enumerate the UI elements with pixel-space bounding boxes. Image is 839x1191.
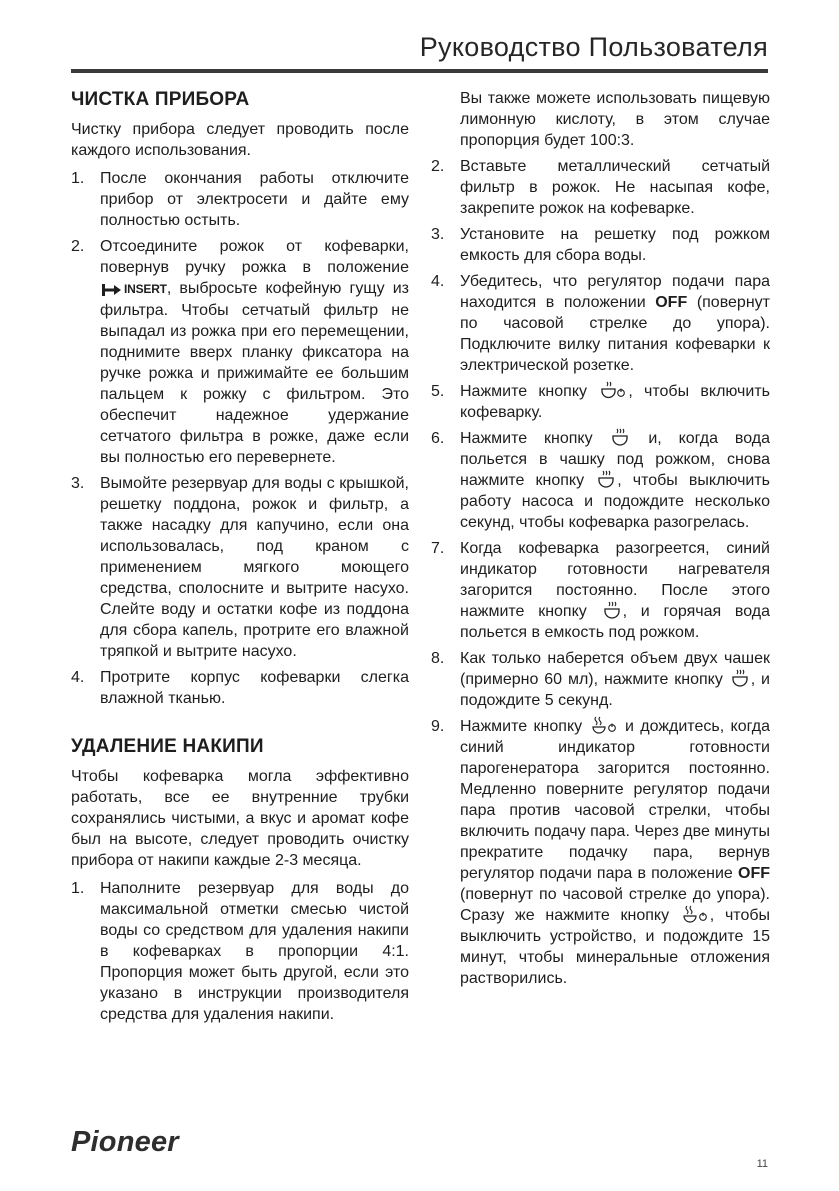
step-text-part: Как только наберется объем двух чашек (примерно 60 мл), нажмите кнопку — [460, 650, 770, 688]
steam-power-icon — [591, 716, 617, 734]
step-text: После окончания работы отключите прибор от электросети и дайте ему полностью остыть. — [100, 170, 409, 229]
step-text — [460, 271, 770, 376]
off-label: OFF — [738, 865, 770, 882]
step-number: 7. — [431, 540, 445, 557]
step-text-part: (повернут по часовой стрелке до упора). Подключите вилку питания кофеварки к электрической розетке. — [460, 294, 770, 374]
step-number: 4. — [431, 273, 445, 290]
step-text-part: , и подождите 5 секунд. — [460, 671, 770, 709]
step-text: Вставьте металлический сетчатый фильтр в рожок. Не насыпая кофе, закрепите рожок на кофеварке. — [460, 158, 770, 217]
cleaning-intro: Чистку прибора следует проводить после каждого использования. — [71, 121, 409, 159]
page-number: 11 — [756, 1158, 768, 1170]
descaling-steps-list-right — [431, 156, 770, 989]
hot-water-cup-icon — [611, 428, 629, 446]
list-item — [431, 538, 770, 643]
step-number: 3. — [71, 475, 85, 492]
list-item — [431, 716, 770, 989]
list-item — [431, 428, 770, 533]
list-item — [431, 271, 770, 376]
step-text-part: Когда кофеварка разогреется, синий индикатор готовности нагревателя загорится постоянно. После этого нажмите кнопку — [460, 540, 770, 620]
list-item — [71, 878, 409, 1025]
step-number: 6. — [431, 430, 445, 447]
brand-logo: Pioneer — [71, 1126, 179, 1158]
section-heading-cleaning: ЧИСТКА ПРИБОРА — [71, 89, 250, 110]
header-divider — [71, 69, 768, 73]
list-item — [71, 667, 409, 709]
step-text-part: Нажмите кнопку — [460, 718, 583, 735]
step-text-part: Убедитесь, что регулятор подачи пара находится в положении — [460, 273, 770, 311]
step-number: 1. — [71, 880, 85, 897]
step-text-part: Нажмите кнопку — [460, 430, 593, 447]
step-text-part: Отсоедините рожок от кофеварки, повернув ручку рожка в положение — [100, 238, 409, 276]
list-item — [431, 648, 770, 711]
step-text — [460, 381, 770, 423]
step-text-part: , чтобы выключить устройство, и подождите 15 минут, чтобы минеральные отложения растворились. — [460, 907, 771, 987]
section-heading-descaling: УДАЛЕНИЕ НАКИПИ — [71, 736, 264, 757]
list-item — [71, 168, 409, 231]
hot-water-cup-icon — [603, 601, 621, 619]
page-header-title: Руководство Пользователя — [419, 32, 768, 62]
step-text: Установите на решетку под рожком емкость для сбора воды. — [460, 226, 770, 264]
descaling-intro: Чтобы кофеварка могла эффективно работать, все ее внутренние трубки сохранялись чистыми, а вкус и аромат кофе был на высоте, следует проводить очистку прибора от накипи каждые 2-3 месяца. — [71, 768, 409, 869]
step-text — [100, 236, 409, 468]
list-item — [431, 156, 770, 219]
step-number: 4. — [71, 669, 85, 686]
step-text-part: , выбросьте кофейную гущу из фильтра. Чтобы сетчатый фильтр не выпадал из рожка при его перемещении, поднимите вверх планку фиксатора на ручке рожка и прижимайте ее большим пальцем к рожку с фильтром. Это обеспечит надежное удержание сетчатого фильтра в рожке, даже если вы полностью его перевернете. — [100, 280, 409, 466]
step-text-part: , и горячая вода польется в емкость под рожком. — [460, 603, 771, 641]
step-text-part: Нажмите кнопку — [460, 383, 588, 400]
insert-position-mark — [100, 280, 167, 297]
step-number: 9. — [431, 718, 445, 735]
insert-arrow-icon — [102, 284, 122, 296]
step-text: Вымойте резервуар для воды с крышкой, решетку поддона, рожок и фильтр, а также насадку для капучино, если она использовалась, под краном с применением мягкого моющего средства, сполосните и вытрите насухо. Слейте воду и остатки кофе из поддона для сбора капель, протрите его влажной тряпкой и вытрите насухо. — [100, 475, 409, 660]
cleaning-steps-list — [71, 168, 409, 709]
right-column — [431, 88, 770, 994]
step-number: 2. — [71, 238, 85, 255]
off-label: OFF — [655, 294, 688, 311]
step-number: 2. — [431, 158, 445, 175]
step-text-part: и, когда вода польется в чашку под рожком, снова нажмите кнопку — [460, 430, 770, 489]
step-text: Протрите корпус кофеварки слегка влажной тканью. — [100, 669, 409, 707]
step-text-part: и дождитесь, когда синий индикатор готовности парогенератора загорится постоянно. Медленно поверните регулятор подачи пара против часовой стрелки, чтобы включить подачу пара. Через две минуты прекратите подачку пара, вернув регулятор подачи пара в положение — [460, 718, 770, 882]
list-item — [431, 224, 770, 266]
step-text-part: , чтобы включить кофеварку. — [460, 383, 770, 421]
list-item — [71, 236, 409, 468]
step-number: 8. — [431, 650, 445, 667]
step-text — [460, 538, 770, 643]
insert-label: INSERT — [124, 282, 167, 296]
descaling-steps-list-left — [71, 878, 409, 1025]
step-text — [460, 428, 770, 533]
step-text — [460, 716, 770, 989]
step-text-part: (повернут по часовой стрелке до упора). Сразу же нажмите кнопку — [460, 886, 770, 924]
step-text-part: , чтобы выключить работу насоса и подождите несколько секунд, чтобы кофеварка разогрелась. — [460, 472, 771, 531]
hot-water-cup-icon — [731, 669, 749, 687]
hot-water-cup-icon — [597, 470, 615, 488]
step-text: Наполните резервуар для воды до максимальной отметки смесью чистой воды со средством для удаления накипи в кофеварках в пропорции 4:1. Пропорция может быть другой, если это указано в инструкции производителя средства для удаления накипи. — [100, 880, 409, 1023]
step1-continuation: Вы также можете использовать пищевую лимонную кислоту, в этом случае пропорция будет 100:3. — [460, 90, 770, 149]
list-item — [71, 473, 409, 662]
step-number: 3. — [431, 226, 445, 243]
steam-power-icon — [682, 905, 708, 923]
left-column — [71, 88, 409, 1030]
step-number: 5. — [431, 383, 445, 400]
cup-power-icon — [600, 381, 626, 399]
step-number: 1. — [71, 170, 85, 187]
step-text — [460, 648, 770, 711]
list-item — [431, 381, 770, 423]
